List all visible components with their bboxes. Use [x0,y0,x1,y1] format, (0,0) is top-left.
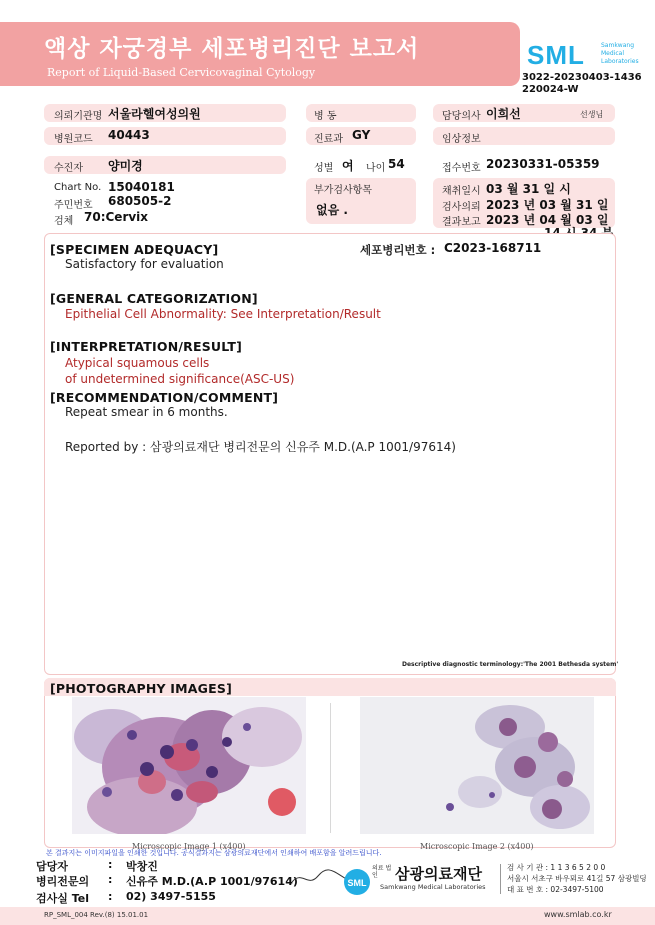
image-1-caption: Microscopic Image 1 (x400) [132,842,246,851]
terminology-footnote: Descriptive diagnostic terminology:'The 2001 Bethesda system' [402,661,619,668]
form-code: RP_SML_004 Rev.(8) 15.01.01 [44,911,149,919]
website-link[interactable]: www.smlab.co.kr [544,910,612,919]
pathologist-separator: : [108,873,113,886]
result-label: 결과보고 [442,217,481,228]
cyto-number-label: 세포병리번호 : [360,243,436,257]
staff-separator: : [108,858,113,871]
signature-scribble [290,868,350,888]
report-number [522,72,642,96]
interpretation-line2: of undetermined significance(ASC-US) [65,372,295,386]
sml-logo-subtitle: Samkwang Medical Laboratories [601,42,639,65]
org-info-line1: 검 사 기 관 : 1 1 3 6 5 2 0 0 [507,863,606,872]
ward-label: 병 동 [314,111,337,122]
org-info-line3: 대 표 번 호 : 02-3497-5100 [507,885,604,894]
recommendation-heading: [RECOMMENDATION/COMMENT] [50,390,279,405]
organization-info [507,862,647,895]
adequacy-text: Satisfactory for evaluation [65,257,224,271]
organization-name-en: Samkwang Medical Laboratories [380,883,486,891]
extra-tests-value: 없음 . [316,203,348,217]
doctor-value: 이희선 [486,107,521,121]
resident-label: 주민번호 [54,200,93,211]
sex-label: 성별 [314,163,334,174]
report-number-line2: 220024-W [522,84,579,95]
chart-value: 15040181 [108,180,175,194]
reported-by: Reported by : 삼광의료재단 병리전문의 신유주 M.D.(A.P 1001/97614) [65,440,456,454]
doctor-suffix: 선생님 [580,110,604,119]
clinical-label: 임상정보 [442,134,481,145]
microscopic-image-2 [360,697,594,834]
institution-label: 의뢰기관명 [54,111,103,122]
org-info-line2: 서울시 서초구 바우뫼로 41길 57 삼광빌딩 [507,874,647,883]
pathologist-label: 병리전문의 [36,875,90,888]
dept-value: GY [352,128,371,142]
collect-value: 03 월 31 일 시 [486,182,571,196]
cyto-number-value: C2023-168711 [444,241,542,255]
photo-divider [330,703,331,833]
request-value: 2023 년 03 월 31 일 [486,198,609,212]
report-number-line1: 3022-20230403-1436 [522,72,642,83]
report-title: 액상 자궁경부 세포병리진단 보고서 [44,36,420,62]
specimen-value: 70:Cervix [84,210,149,224]
age-label: 나이 [366,163,386,174]
resident-value: 680505-2 [108,194,172,208]
tel-separator: : [108,890,113,903]
sml-logo: SML [527,40,585,70]
adequacy-heading: [SPECIMEN ADEQUACY] [50,242,219,257]
tel-value: 02) 3497-5155 [126,890,216,903]
recommendation-text: Repeat smear in 6 months. [65,405,228,419]
receipt-label: 접수번호 [442,163,481,174]
request-label: 검사의뢰 [442,202,481,213]
staff-value: 박창진 [126,860,158,873]
patient-value: 양미경 [108,159,143,173]
hospital-code-label: 병원코드 [54,134,93,145]
organization-name: 삼광의료재단 [395,865,482,883]
interpretation-line1: Atypical squamous cells [65,356,210,370]
institution-value: 서울라헬여성의원 [108,107,201,121]
extra-tests-label: 부가검사항목 [314,185,372,196]
report-subtitle: Report of Liquid-Based Cervicovaginal Cytology [47,66,316,79]
age-value: 54 [388,157,405,171]
sml-emblem-icon [343,868,371,896]
chart-label: Chart No. [54,182,102,193]
doctor-label: 담당의사 [442,111,481,122]
general-text: Epithelial Cell Abnormality: See Interpretation/Result [65,307,381,321]
pathologist-value: 신유주 M.D.(A.P 1001/97614) [126,875,298,888]
staff-label: 담당자 [36,860,68,873]
collect-label: 채취일시 [442,186,481,197]
interpretation-heading: [INTERPRETATION/RESULT] [50,339,242,354]
result-value: 2023 년 04 월 03 일 [486,213,609,227]
svg-text:SML: SML [347,878,367,888]
receipt-value: 20230331-05359 [486,157,600,171]
photography-heading: [PHOTOGRAPHY IMAGES] [50,681,232,696]
organization-divider [500,864,501,894]
organization-tag: 의료 법인 [372,865,392,879]
tel-label: 검사실 Tel [36,892,89,905]
image-2-caption: Microscopic Image 2 (x400) [420,842,534,851]
sex-value: 여 [342,159,354,173]
patient-label: 수진자 [54,163,83,174]
microscopic-image-1 [72,697,306,834]
dept-label: 진료과 [314,134,343,145]
general-heading: [GENERAL CATEGORIZATION] [50,291,258,306]
print-notice: 본 결과지는 이미지파일을 인쇄한 것입니다. 공식결과지는 삼광의료재단에서 인쇄하여 배포함을 알려드립니다. [46,849,382,857]
specimen-label: 검체 [54,216,74,227]
hospital-code-value: 40443 [108,128,150,142]
